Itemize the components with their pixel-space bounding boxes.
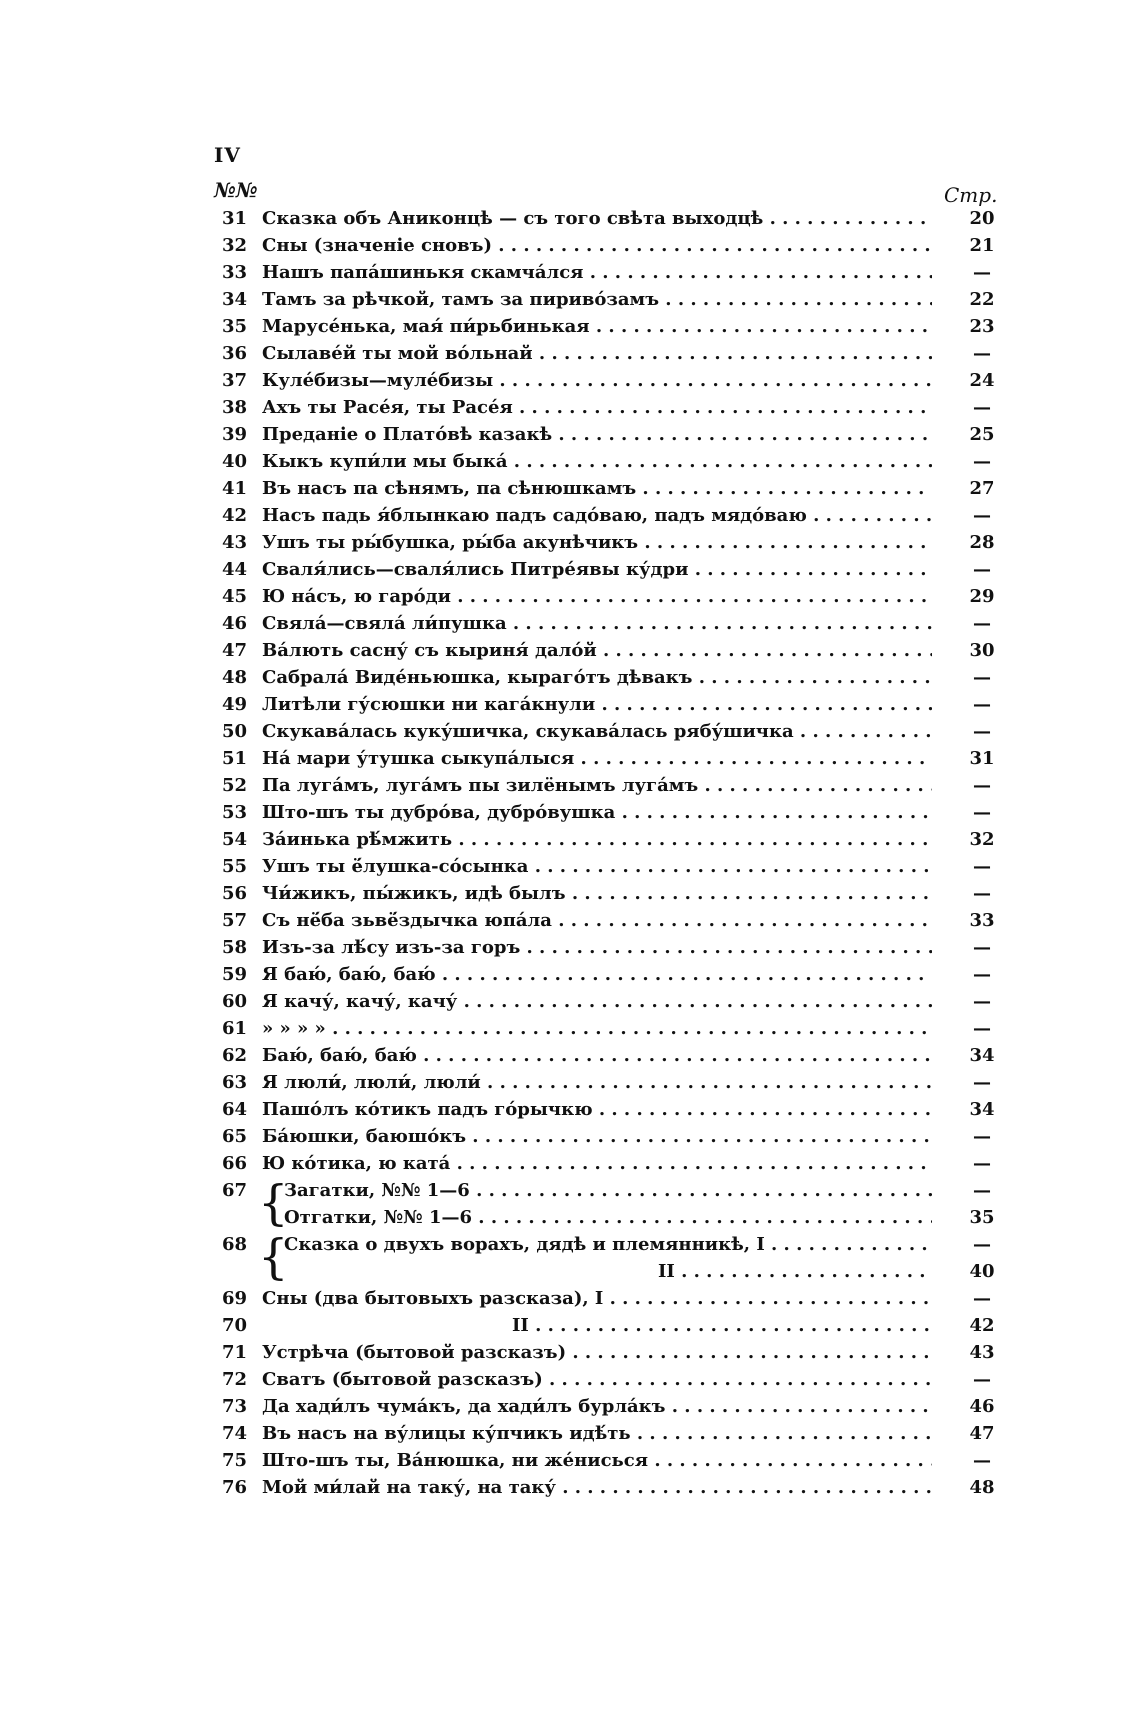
entry-page: 47: [969, 1423, 995, 1444]
entry-title: Преданіе о Плато́вѣ казакѣ . . .: [262, 421, 932, 448]
entry-title: Загатки, №№ 1—6 . . .: [284, 1177, 932, 1204]
entry-title: Я качу́, качу́, качу́ . . .: [262, 988, 932, 1015]
entry-title: Я баю́, баю́, баю́ . . .: [262, 961, 932, 988]
entry-title: На́ мари у́тушка сыкупа́лыся . . .: [262, 745, 932, 772]
entry-title: Литѣли гу́сюшки ни кага́кнули . . .: [262, 691, 932, 718]
entry-number: 46: [222, 613, 248, 634]
toc-entry: [222, 1339, 1012, 1366]
entry-title: » » » » . . .: [262, 1015, 932, 1042]
entry-page: —: [973, 883, 991, 904]
entry-number: 37: [222, 370, 248, 391]
column-header-number: №№: [214, 178, 258, 202]
entry-title: Ба́юшки, баюшо́къ . . .: [262, 1123, 932, 1150]
entry-page: 42: [969, 1315, 995, 1336]
entry-title: II . . .: [658, 1258, 932, 1285]
entry-page: 21: [969, 235, 995, 256]
toc-entry: [222, 1393, 1012, 1420]
toc-entry: [222, 718, 1012, 745]
entry-page: 35: [969, 1207, 995, 1228]
entry-title: Сны (значеніе сновъ) . . .: [262, 232, 932, 259]
entry-number: 69: [222, 1288, 248, 1309]
entry-page: —: [973, 1180, 991, 1201]
toc-entry: [222, 880, 1012, 907]
toc-entry: [222, 934, 1012, 961]
entry-number: 58: [222, 937, 248, 958]
toc-entry: [222, 799, 1012, 826]
toc-entry: [222, 1366, 1012, 1393]
entry-title: Ахъ ты Расе́я, ты Расе́я . . .: [262, 394, 932, 421]
entry-page: 43: [969, 1342, 995, 1363]
entry-page: —: [973, 856, 991, 877]
entry-page: —: [973, 397, 991, 418]
entry-page: —: [973, 937, 991, 958]
page-number: IV: [214, 143, 241, 167]
entry-number: 45: [222, 586, 248, 607]
toc-entry: [222, 1042, 1012, 1069]
toc-entry: [222, 205, 1012, 232]
brace-glyph: {: [258, 1175, 289, 1231]
entry-number: 53: [222, 802, 248, 823]
toc-entry: [222, 745, 1012, 772]
entry-number: 42: [222, 505, 248, 526]
entry-page: —: [973, 991, 991, 1012]
entry-number: 39: [222, 424, 248, 445]
toc-entry: [222, 232, 1012, 259]
entry-page: —: [973, 451, 991, 472]
entry-number: 62: [222, 1045, 248, 1066]
entry-title: Сны (два бытовыхъ разсказа), I . . .: [262, 1285, 932, 1312]
entry-page: 27: [969, 478, 995, 499]
entry-title: Ушъ ты ры́бушка, ры́ба акунѣчикъ . . .: [262, 529, 932, 556]
toc-entry: [222, 394, 1012, 421]
entry-number: 60: [222, 991, 248, 1012]
toc-entry: [222, 259, 1012, 286]
toc-entry: [222, 556, 1012, 583]
entry-title: Кыкъ купи́ли мы быка́ . . .: [262, 448, 932, 475]
entry-page: —: [973, 721, 991, 742]
entry-number: 73: [222, 1396, 248, 1417]
toc-entry: [222, 421, 1012, 448]
entry-number: 61: [222, 1018, 248, 1039]
entry-title: Нашъ папа́шинькя скамча́лся . . .: [262, 259, 932, 286]
entry-page: 22: [969, 289, 995, 310]
entry-page: —: [973, 262, 991, 283]
toc-entry: [222, 367, 1012, 394]
toc-entry: [222, 340, 1012, 367]
entry-title: Сказка о двухъ ворахъ, дядѣ и племянникѣ, I . . .: [284, 1231, 932, 1258]
entry-title: Ушъ ты ё́лушка-со́сынка . . .: [262, 853, 932, 880]
entry-number: 32: [222, 235, 248, 256]
entry-number: 72: [222, 1369, 248, 1390]
entry-number: 44: [222, 559, 248, 580]
toc-entry: [222, 1123, 1012, 1150]
entry-title: Ва́лють сасну́ съ кыриня́ дало́й . . .: [262, 637, 932, 664]
entry-page: —: [973, 1369, 991, 1390]
entry-page: —: [973, 343, 991, 364]
table-of-contents: [222, 205, 1012, 1501]
entry-number: 59: [222, 964, 248, 985]
entry-page: —: [973, 802, 991, 823]
entry-number: 55: [222, 856, 248, 877]
toc-entry: [222, 313, 1012, 340]
entry-page: 32: [969, 829, 995, 850]
entry-title: Скукава́лась куку́шичка, скукава́лась рябу́шичка . . .: [262, 718, 932, 745]
toc-sub-entry: [222, 1231, 1012, 1258]
entry-page: 23: [969, 316, 995, 337]
entry-page: 29: [969, 586, 995, 607]
entry-title: II . . .: [512, 1312, 932, 1339]
entry-title: Да хади́лъ чума́къ, да хади́лъ бурла́къ . . .: [262, 1393, 932, 1420]
entry-page: —: [973, 1234, 991, 1255]
toc-entry-group: [222, 1177, 1012, 1231]
entry-title: Сылаве́й ты мой во́льнай . . .: [262, 340, 932, 367]
entry-title: Сватъ (бытовой разсказъ) . . .: [262, 1366, 932, 1393]
toc-entry-group: [222, 1231, 1012, 1285]
toc-entry: [222, 691, 1012, 718]
toc-entry: [222, 1474, 1012, 1501]
toc-entry: [222, 1285, 1012, 1312]
entry-number: 56: [222, 883, 248, 904]
entry-number: 38: [222, 397, 248, 418]
entry-number: 65: [222, 1126, 248, 1147]
entry-number: 33: [222, 262, 248, 283]
entry-page: —: [973, 1072, 991, 1093]
entry-title: Насъ падь я́блынкаю падъ садо́ваю, падъ мядо́ваю . . .: [262, 502, 932, 529]
entry-page: —: [973, 505, 991, 526]
entry-page: 25: [969, 424, 995, 445]
entry-number: 43: [222, 532, 248, 553]
entry-title: Па луга́мъ, луга́мъ пы зилёнымъ луга́мъ . . .: [262, 772, 932, 799]
entry-title: Ю на́съ, ю гаро́ди . . .: [262, 583, 932, 610]
toc-entry: [222, 529, 1012, 556]
toc-entry: [222, 1447, 1012, 1474]
entry-title: Свяла́—свяла́ ли́пушка . . .: [262, 610, 932, 637]
entry-page: 34: [969, 1045, 995, 1066]
entry-number: 52: [222, 775, 248, 796]
toc-entry: [222, 1150, 1012, 1177]
entry-page: —: [973, 1153, 991, 1174]
toc-entry: [222, 286, 1012, 313]
toc-entry: [222, 637, 1012, 664]
entry-page: 40: [969, 1261, 995, 1282]
entry-page: —: [973, 1450, 991, 1471]
entry-number: 41: [222, 478, 248, 499]
column-header-page: Стр.: [944, 183, 998, 207]
entry-title: Изъ-за лѣ́су изъ-за горъ . . .: [262, 934, 932, 961]
entry-number: 40: [222, 451, 248, 472]
entry-page: —: [973, 1126, 991, 1147]
entry-number: 54: [222, 829, 248, 850]
entry-title: Марусе́нька, мая́ пи́рьбинькая . . .: [262, 313, 932, 340]
entry-title: Пашо́лъ ко́тикъ падъ го́рычкю . . .: [262, 1096, 932, 1123]
entry-title: Тамъ за рѣчкой, тамъ за пириво́замъ . . .: [262, 286, 932, 313]
entry-number: 34: [222, 289, 248, 310]
entry-title: Отгатки, №№ 1—6 . . .: [284, 1204, 932, 1231]
entry-page: 31: [969, 748, 995, 769]
entry-page: 33: [969, 910, 995, 931]
entry-title: Сабрала́ Виде́ньюшка, кыраго́тъ дѣвакъ . . .: [262, 664, 932, 691]
toc-sub-entry: [222, 1204, 1012, 1231]
toc-entry: [222, 1420, 1012, 1447]
entry-title: Сваля́лись—сваля́лись Питре́явы ку́дри . . .: [262, 556, 932, 583]
toc-entry: [222, 826, 1012, 853]
toc-sub-entry: [222, 1177, 1012, 1204]
toc-entry: [222, 988, 1012, 1015]
entry-number: 48: [222, 667, 248, 688]
toc-entry: [222, 448, 1012, 475]
entry-page: —: [973, 694, 991, 715]
entry-title: Што-шъ ты дубро́ва, дубро́вушка . . .: [262, 799, 932, 826]
entry-title: Баю́, баю́, баю́ . . .: [262, 1042, 932, 1069]
entry-number: 35: [222, 316, 248, 337]
entry-page: —: [973, 667, 991, 688]
entry-page: 48: [969, 1477, 995, 1498]
entry-title: За́инька рѣ́мжить . . .: [262, 826, 932, 853]
entry-number: 66: [222, 1153, 248, 1174]
entry-number: 68: [222, 1234, 248, 1255]
entry-title: Ю ко́тика, ю ката́ . . .: [262, 1150, 932, 1177]
entry-page: —: [973, 1018, 991, 1039]
entry-title: Мой ми́лай на таку́, на таку́ . . .: [262, 1474, 932, 1501]
entry-title: Въ насъ на ву́лицы ку́пчикъ идѣ́ть . . .: [262, 1420, 932, 1447]
entry-title: Въ насъ па сѣнямъ, па сѣнюшкамъ . . .: [262, 475, 932, 502]
entry-page: 46: [969, 1396, 995, 1417]
entry-number: 49: [222, 694, 248, 715]
toc-entry: [222, 664, 1012, 691]
toc-entry: [222, 853, 1012, 880]
entry-page: 28: [969, 532, 995, 553]
entry-number: 75: [222, 1450, 248, 1471]
entry-number: 63: [222, 1072, 248, 1093]
entry-number: 70: [222, 1315, 248, 1336]
entry-page: 24: [969, 370, 995, 391]
entry-number: 57: [222, 910, 248, 931]
entry-number: 67: [222, 1180, 248, 1201]
toc-sub-entry: [222, 1258, 1012, 1285]
entry-number: 74: [222, 1423, 248, 1444]
toc-entry: [222, 1069, 1012, 1096]
entry-page: —: [973, 559, 991, 580]
entry-title: Чи́жикъ, пы́жикъ, идѣ былъ . . .: [262, 880, 932, 907]
entry-number: 36: [222, 343, 248, 364]
entry-number: 50: [222, 721, 248, 742]
toc-entry: [222, 1312, 1012, 1339]
toc-entry: [222, 961, 1012, 988]
toc-entry: [222, 502, 1012, 529]
entry-number: 76: [222, 1477, 248, 1498]
entry-number: 31: [222, 208, 248, 229]
entry-title: Куле́бизы—муле́бизы . . .: [262, 367, 932, 394]
entry-page: —: [973, 1288, 991, 1309]
toc-entry: [222, 907, 1012, 934]
entry-title: Съ нё́ба зьвё́здычка юпа́ла . . .: [262, 907, 932, 934]
entry-page: 34: [969, 1099, 995, 1120]
toc-entry: [222, 610, 1012, 637]
toc-entry: [222, 475, 1012, 502]
entry-title: Устрѣча (бытовой разсказъ) . . .: [262, 1339, 932, 1366]
toc-entry: [222, 1015, 1012, 1042]
entry-number: 51: [222, 748, 248, 769]
entry-page: 20: [969, 208, 995, 229]
entry-page: —: [973, 775, 991, 796]
entry-page: 30: [969, 640, 995, 661]
entry-page: —: [973, 613, 991, 634]
entry-page: —: [973, 964, 991, 985]
entry-number: 47: [222, 640, 248, 661]
toc-entry: [222, 583, 1012, 610]
entry-title: Я люли́, люли́, люли́ . . .: [262, 1069, 932, 1096]
toc-entry: [222, 772, 1012, 799]
entry-number: 71: [222, 1342, 248, 1363]
entry-number: 64: [222, 1099, 248, 1120]
entry-title: Сказка объ Аниконцѣ — съ того свѣта выходцѣ . . .: [262, 205, 932, 232]
brace-glyph: {: [258, 1229, 289, 1285]
toc-entry: [222, 1096, 1012, 1123]
entry-title: Што-шъ ты, Ва́нюшка, ни же́нисься . . .: [262, 1447, 932, 1474]
